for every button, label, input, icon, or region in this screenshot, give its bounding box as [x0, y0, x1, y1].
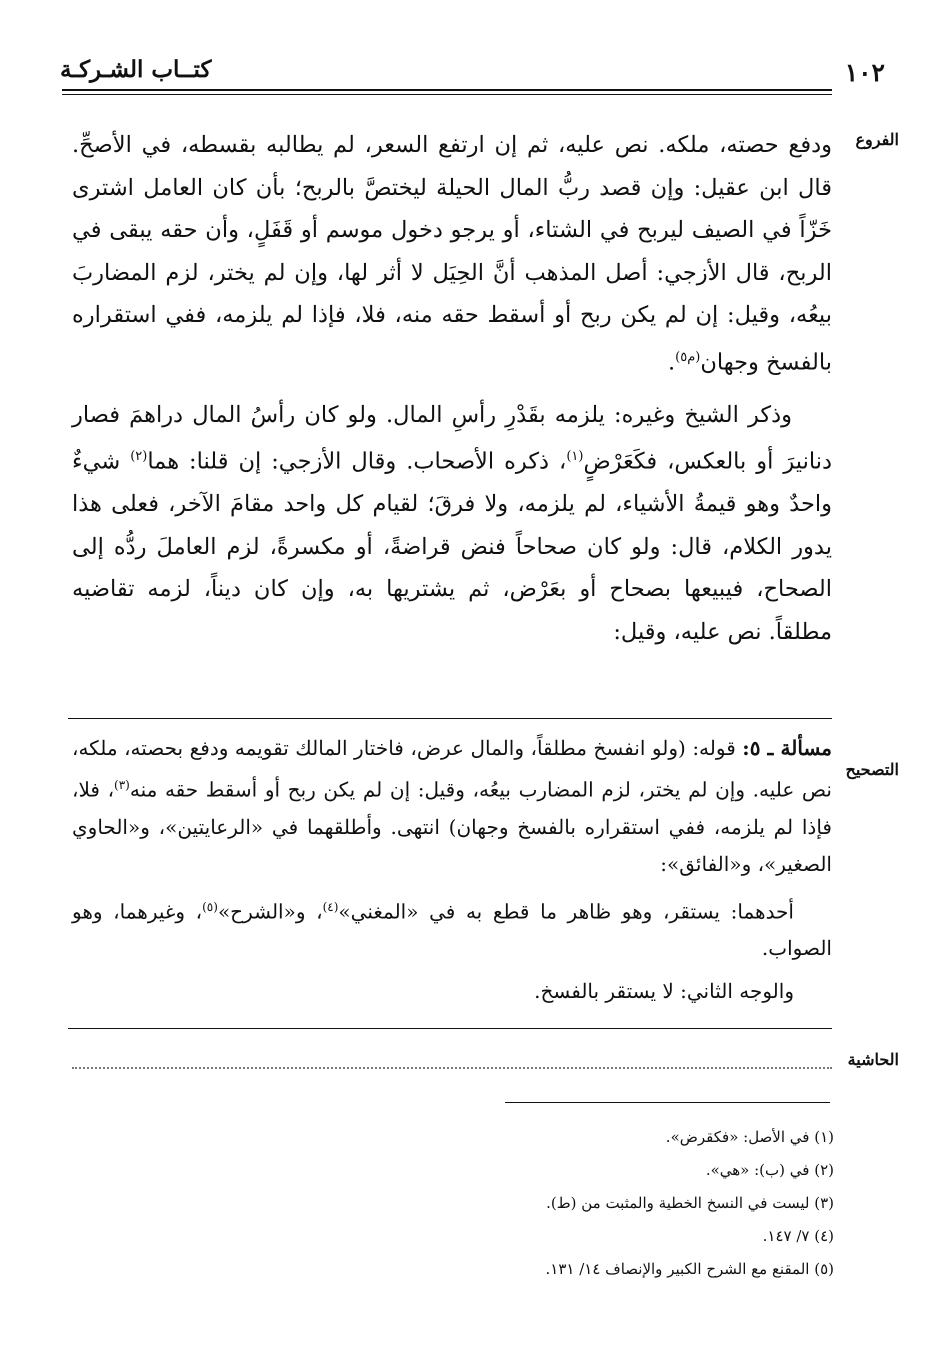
label-furu: الفروع	[855, 130, 899, 149]
section-divider-bottom	[68, 1028, 832, 1029]
footnote-5: (٥) المقنع مع الشرح الكبير والإنصاف ١٤/ ١٣١.	[545, 1260, 834, 1278]
main-paragraph-2-text-c: شيءٌ واحدٌ وهو قيمةُ الأشياء، لم يلزمه، ولا فرقَ؛ لقيام كل واحد مقامَ الآخر، فعلى هذا يدور الكلام، قال: ولو كان صحاحاً فنض قراضةً، أو مكسرةً، لزم العاملَ ردُّه إلى الصحاح، فيبيعها بصحاح أو بعَرْض، ثم يشتريها به، وإن كان ديناً، لزمه تقاضيه مطلقاً. نص عليه، وقيل:	[72, 448, 832, 645]
tashih-text	[72, 730, 832, 1010]
main-paragraph-1-text: ودفع حصته، ملكه. نص عليه، ثم إن ارتفع السعر، لم يطالبه بقسطه، في الأصحِّ. قال ابن عقيل: وإن قصد ربُّ المال الحيلة ليختصَّ بالربح؛ بأن كان العامل اشترى خَزّاً في الصيف ليربح في الشتاء، أو يرجو دخول موسم أو قَفَلٍ، وأن حقه يبقى في الربح، قال الأزجي: أصل المذهب أنَّ الحِيَل لا أثر لها، وإن لم يختر، لزم المضاربَ بيعُه، وقيل: إن لم يكن ربح أو أسقط حقه منه، فلا، فإذا لم يلزمه، ففي استقراره بالفسخ وجهان	[72, 132, 832, 375]
header-rule	[62, 89, 832, 91]
main-paragraph-2-text-b: ، ذكره الأصحاب. وقال الأزجي: إن قلنا: هما	[147, 448, 567, 475]
footnotes	[72, 1122, 834, 1287]
tashih-paragraph-2-text-a: أحدهما: يستقر، وهو ظاهر ما قطع به في «المغني»	[338, 899, 794, 924]
footnote-marker-4: (٤)	[322, 899, 339, 914]
main-paragraph-1-end: .	[668, 349, 676, 375]
footnote-marker-2: (٢)	[130, 449, 148, 464]
main-paragraph-1	[72, 124, 832, 384]
footnote-marker-3: (٣)	[114, 778, 130, 792]
issue-heading: مسألة ـ ٥:	[742, 736, 832, 760]
footnote-4: (٤) ٧/ ١٤٧.	[762, 1227, 834, 1245]
label-hashiya: الحاشية	[847, 1050, 899, 1069]
tashih-paragraph-1	[72, 730, 832, 883]
running-title: كتــاب الشـركـة	[60, 56, 212, 83]
footnote-2: (٢) في (ب): «هي».	[705, 1161, 834, 1179]
main-text	[72, 124, 832, 653]
footnote-3: (٣) ليست في النسخ الخطية والمثبت من (ط).	[546, 1194, 834, 1212]
tashih-paragraph-2	[72, 889, 832, 968]
label-tashih: التصحيح	[845, 760, 899, 779]
tashih-paragraph-2-text-b: ، و«الشرح»	[217, 899, 323, 924]
section-divider-top	[68, 718, 832, 719]
dotted-leader	[72, 1067, 832, 1069]
footnote-rule	[505, 1102, 830, 1103]
footnote-marker-1: (١)	[566, 449, 584, 464]
tashih-paragraph-1-text-b: ، فلا، فإذا لم يلزمه، ففي استقراره بالفسخ وجهان) انتهى. وأطلقهما في «الرعايتين»، و«الحاوي الصغير»، و«الفائق»:	[72, 777, 832, 876]
header-rule-thin	[62, 94, 832, 95]
tashih-paragraph-3: والوجه الثاني: لا يستقر بالفسخ.	[534, 979, 794, 1004]
main-paragraph-2-text-a: وذكر الشيخ وغيره: يلزمه بقَدْرِ رأسِ المال. ولو كان رأسُ المال دراهمَ فصار دنانيرَ أو بالعكس، فكَعَرْضٍ	[72, 401, 832, 475]
issue-reference: (م٥)	[675, 349, 701, 365]
footnote-1: (١) في الأصل: «فكقرض».	[665, 1128, 834, 1146]
tashih-paragraph-2-text-c: ، وغيرهما، وهو الصواب.	[72, 899, 832, 961]
tashih-paragraph-1-text-a: قوله: (ولو انفسخ مطلقاً، والمال عرض، فاختار المالك تقويمه ودفع بحصته، ملكه، نص عليه. وإن لم يختر، لزم المضارب بيعُه، وقيل: إن لم يكن ربح أو أسقط حقه منه	[72, 736, 832, 802]
main-paragraph-2	[72, 394, 832, 654]
footnote-marker-5: (٥)	[202, 899, 218, 914]
page-number: ١٠٢	[844, 58, 885, 87]
